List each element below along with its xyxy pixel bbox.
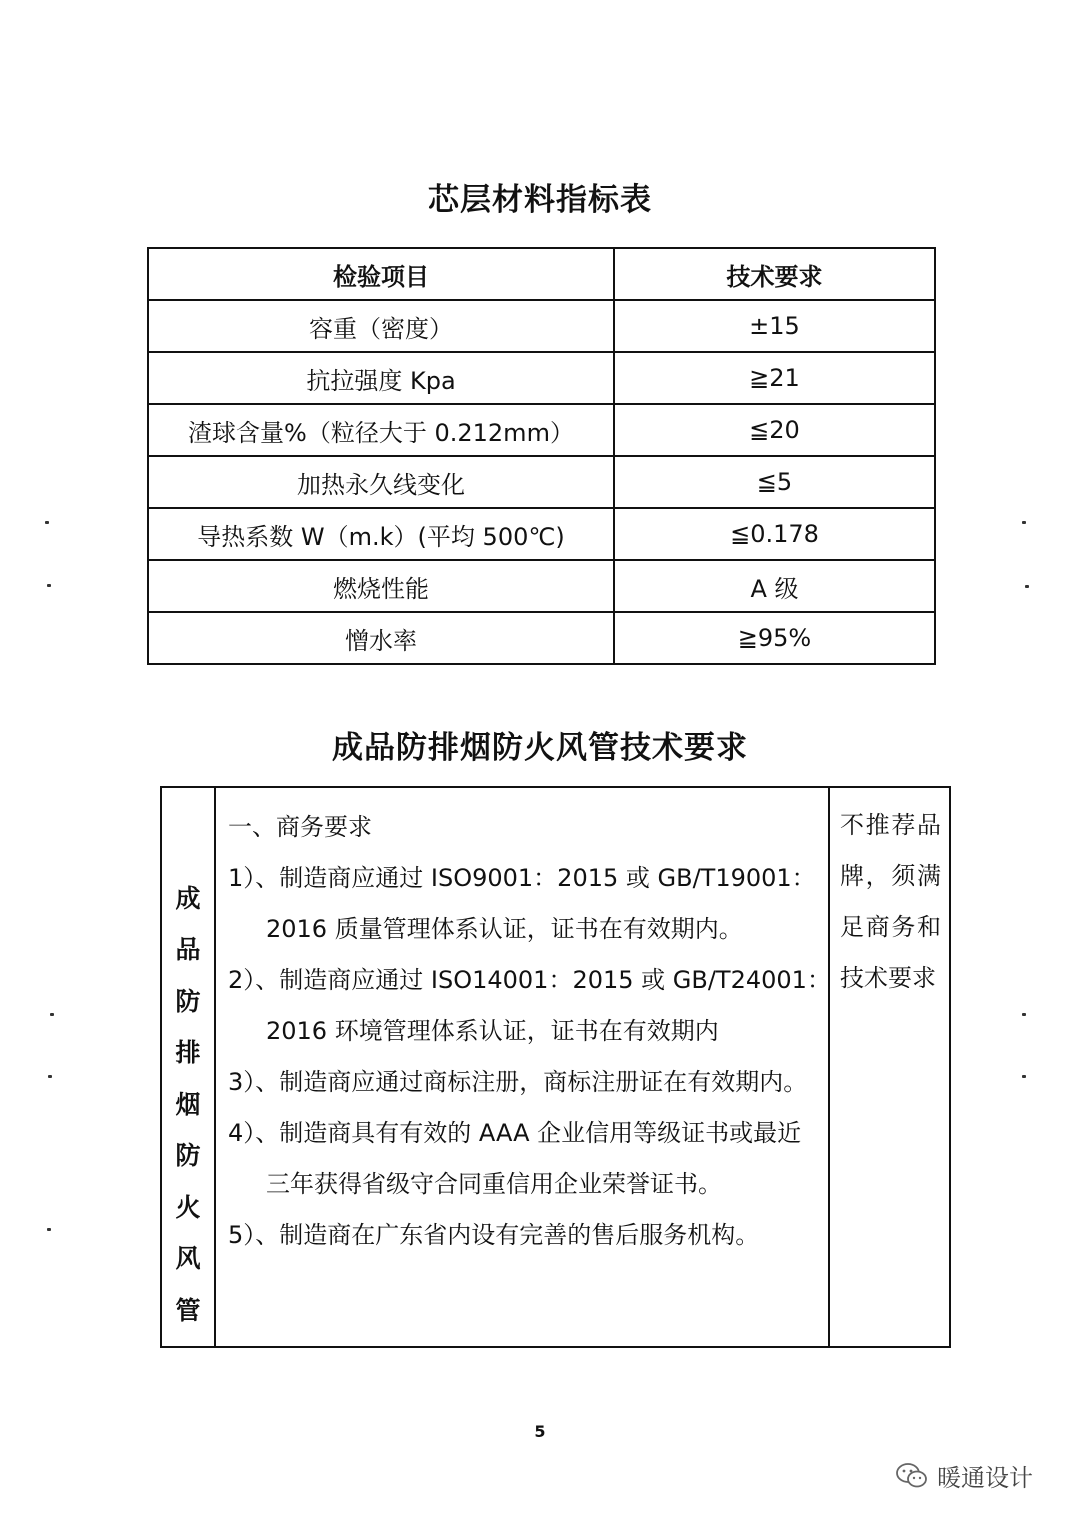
table-row (148, 300, 935, 352)
item-cell: 加热永久线变化 (148, 456, 614, 508)
item-cell: 抗拉强度 Kpa (148, 352, 614, 404)
requirement-item: 4）、制造商具有有效的 AAA 企业信用等级证书或最近 (228, 1119, 802, 1147)
header-technical-requirement: 技术要求 (614, 248, 935, 300)
requirement-item: 3）、制造商应通过商标注册，商标注册证在有效期内。 (228, 1068, 808, 1096)
item-cell: 渣球含量%（粒径大于 0.212mm） (148, 404, 614, 456)
requirement-item-continued: 2016 质量管理体系认证，证书在有效期内。 (266, 915, 743, 943)
item-cell: 导热系数 W（m.k）(平均 500℃) (148, 508, 614, 560)
category-char: 防 (175, 1141, 201, 1171)
scan-speck (1022, 1013, 1026, 1016)
category-char: 成 (175, 883, 201, 913)
table-row (148, 404, 935, 456)
table-title-core-material: 芯层材料指标表 (428, 182, 652, 218)
category-char: 风 (175, 1244, 201, 1274)
requirement-item-continued: 三年获得省级守合同重信用企业荣誉证书。 (266, 1170, 722, 1198)
core-material-spec-table (147, 247, 936, 665)
category-char: 排 (175, 1038, 201, 1068)
item-cell: 憎水率 (148, 612, 614, 664)
scan-speck (1022, 1075, 1026, 1078)
category-cell (161, 787, 215, 1347)
scan-speck (47, 1228, 51, 1231)
table-row (148, 456, 935, 508)
watermark-text: 暖通设计 (937, 1464, 1033, 1492)
section-heading: 一、商务要求 (228, 813, 372, 841)
category-char: 品 (175, 935, 201, 965)
watermark (895, 1458, 1033, 1493)
scan-speck (50, 1013, 54, 1016)
table-row (148, 560, 935, 612)
requirement-cell: ≧95% (614, 612, 935, 664)
requirement-cell: ≦20 (614, 404, 935, 456)
brand-note: 不推荐品牌，须满足商务和技术要求 (840, 811, 941, 992)
table-row (148, 352, 935, 404)
header-inspection-item: 检验项目 (148, 248, 614, 300)
requirement-cell: ≦0.178 (614, 508, 935, 560)
table-title-duct-requirements: 成品防排烟防火风管技术要求 (332, 730, 748, 766)
item-cell: 容重（密度） (148, 300, 614, 352)
requirements-cell (215, 787, 829, 1347)
table-row (148, 612, 935, 664)
wechat-icon (895, 1462, 929, 1490)
category-label (162, 798, 214, 1337)
scan-speck (47, 584, 51, 587)
table-header-row (148, 248, 935, 300)
scan-speck (48, 1075, 52, 1078)
page-number: 5 (534, 1422, 546, 1441)
category-char: 防 (175, 986, 201, 1016)
requirement-item-continued: 2016 环境管理体系认证，证书在有效期内 (266, 1017, 719, 1045)
item-cell: 燃烧性能 (148, 560, 614, 612)
category-char: 管 (175, 1295, 201, 1325)
requirement-cell: ≦5 (614, 456, 935, 508)
duct-requirements-table (160, 786, 951, 1348)
requirement-item: 2）、制造商应通过 ISO14001：2015 或 GB/T24001： (228, 966, 831, 994)
note-cell (829, 787, 950, 1347)
requirement-item: 1）、制造商应通过 ISO9001：2015 或 GB/T19001： (228, 864, 816, 892)
category-char: 火 (175, 1192, 201, 1222)
scan-speck (45, 521, 49, 524)
requirement-cell: ±15 (614, 300, 935, 352)
table-row (148, 508, 935, 560)
scan-speck (1025, 585, 1029, 588)
requirement-cell: A 级 (614, 560, 935, 612)
scan-speck (1022, 521, 1026, 524)
requirement-cell: ≧21 (614, 352, 935, 404)
category-char: 烟 (175, 1089, 201, 1119)
requirement-item: 5）、制造商在广东省内设有完善的售后服务机构。 (228, 1221, 760, 1249)
